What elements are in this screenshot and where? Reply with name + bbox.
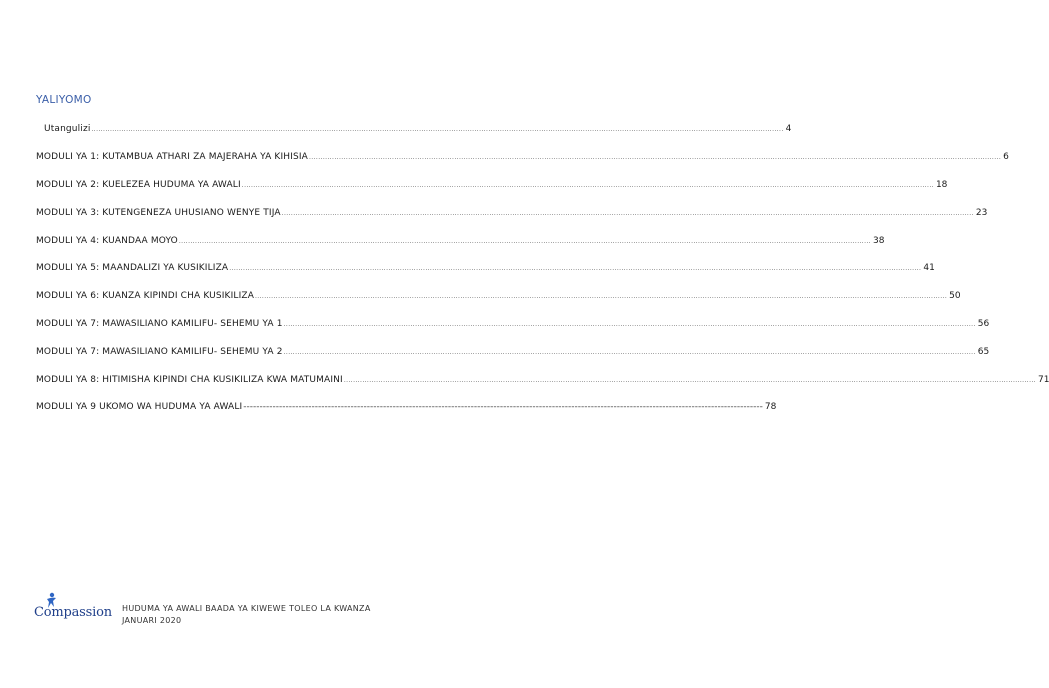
toc-dot-leader: ............................................................................................................................................................................................................................................................................................................	[255, 293, 948, 300]
toc-entry-module-1[interactable]	[36, 152, 1009, 166]
toc-entry-module-2[interactable]	[36, 180, 948, 194]
toc-dot-leader: ............................................................................................................................................................................................................................................................................................................	[283, 321, 976, 328]
toc-title: YALIYOMO	[36, 94, 92, 106]
toc-entry-label: MODULI YA 6: KUANZA KIPINDI CHA KUSIKILIZA	[36, 291, 254, 301]
toc-entry-module-5[interactable]	[36, 263, 935, 277]
toc-entry-page: 38	[873, 236, 885, 246]
toc-entry-module-6[interactable]	[36, 291, 961, 305]
toc-entry-introduction[interactable]	[44, 124, 792, 138]
toc-entry-page: 18	[935, 180, 948, 190]
toc-entry-module-7-part-1[interactable]	[36, 319, 990, 333]
toc-dot-leader: ............................................................................................................................................................................................................................................................................................................	[343, 377, 1037, 384]
toc-dot-leader: ............................................................................................................................................................................................................................................................................................................	[229, 265, 922, 272]
toc-entry-page: 41	[923, 263, 935, 273]
toc-entry-page: 78	[764, 402, 777, 412]
toc-entry-module-3[interactable]	[36, 208, 988, 222]
toc-entry-label: MODULI YA 2: KUELEZEA HUDUMA YA AWALI	[36, 180, 241, 190]
toc-dot-leader: ............................................................................................................................................................................................................................................................................................................	[178, 238, 872, 245]
toc-entry-page: 65	[977, 347, 990, 357]
toc-entry-module-4[interactable]	[36, 236, 885, 250]
toc-entry-label: MODULI YA 3: KUTENGENEZA UHUSIANO WENYE TIJA	[36, 208, 281, 218]
toc-entry-page: 4	[785, 124, 792, 134]
toc-dash-leader: ----------------------------------------------------------------------------------------------------------------------------------------------------------------	[243, 402, 763, 412]
toc-dot-leader: ............................................................................................................................................................................................................................................................................................................	[241, 182, 934, 189]
toc-dot-leader: ............................................................................................................................................................................................................................................................................................................	[281, 210, 974, 217]
compassion-logo	[34, 592, 116, 628]
toc-entry-label: MODULI YA 4: KUANDAA MOYO	[36, 236, 178, 246]
footer-caption	[122, 603, 371, 627]
toc-entry-label: Utangulizi	[44, 124, 91, 134]
page-footer	[34, 592, 454, 632]
toc-entry-label: MODULI YA 7: MAWASILIANO KAMILIFU- SEHEMU YA 1	[36, 319, 283, 329]
toc-entry-module-7-part-2[interactable]	[36, 347, 990, 361]
toc-entry-module-8[interactable]	[36, 375, 1049, 389]
footer-line-1: HUDUMA YA AWALI BAADA YA KIWEWE TOLEO LA KWANZA	[122, 604, 371, 613]
toc-entry-module-9[interactable]	[36, 402, 777, 416]
toc-entry-label: MODULI YA 7: MAWASILIANO KAMILIFU- SEHEMU YA 2	[36, 347, 283, 357]
toc-entry-label: MODULI YA 8: HITIMISHA KIPINDI CHA KUSIKILIZA KWA MATUMAINI	[36, 375, 343, 385]
logo-wordmark: Compassion	[34, 605, 112, 620]
toc-entry-label: MODULI YA 9 UKOMO WA HUDUMA YA AWALI	[36, 402, 243, 412]
toc-entry-page: 23	[975, 208, 988, 218]
toc-entry-page: 6	[1003, 152, 1009, 162]
footer-line-2: JANUARI 2020	[122, 616, 182, 625]
toc-dot-leader: ............................................................................................................................................................................................................................................................................................................	[308, 154, 1002, 161]
toc-dot-leader: ............................................................................................................................................................................................................................................................................................................	[283, 349, 976, 356]
toc-entry-page: 50	[949, 291, 961, 301]
toc-entry-label: MODULI YA 5: MAANDALIZI YA KUSIKILIZA	[36, 263, 229, 273]
toc-entry-label: MODULI YA 1: KUTAMBUA ATHARI ZA MAJERAHA YA KIHISIA	[36, 152, 308, 162]
toc-entry-page: 71	[1038, 375, 1049, 385]
toc-dot-leader: ............................................................................................................................................................................................................................................................................................................	[91, 126, 784, 133]
toc-entry-page: 56	[977, 319, 990, 329]
